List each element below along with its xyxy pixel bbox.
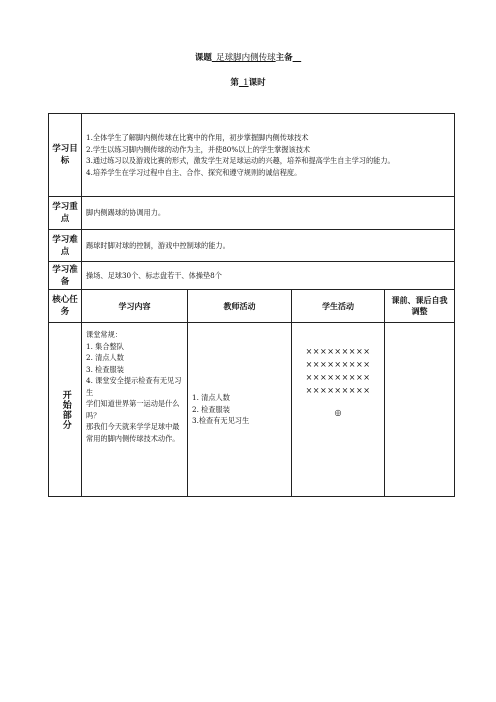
formation-row: ×××××××××: [305, 360, 371, 369]
difficulty-row: [49, 230, 455, 262]
start-section-row: [49, 323, 455, 497]
content-line: 1. 集合整队: [86, 341, 124, 351]
preparation-text: 操场、足球30个、标志盘若干、体操垫8个: [82, 262, 455, 290]
teacher-position-icon: ◎: [334, 408, 342, 417]
lesson-title: [0, 51, 496, 63]
col-student: 学生活动: [292, 290, 385, 323]
title-topic: _足球脚内侧传球: [211, 53, 276, 63]
lesson-period: [0, 76, 496, 88]
title-label: 课题: [194, 53, 212, 63]
content-line: 2. 清点人数: [86, 353, 124, 362]
objectives-label: 学习目标: [49, 114, 82, 197]
content-line: 课堂常规：: [86, 330, 122, 339]
start-adjust-cell: [385, 323, 455, 497]
objectives-row: [49, 114, 455, 197]
start-student-cell: [292, 323, 385, 497]
content-line: 3. 检查服装: [86, 364, 124, 374]
objectives-cell: [82, 114, 455, 197]
teacher-line: 3.检查有无见习生: [192, 416, 250, 426]
teacher-line: 2. 检查服装: [192, 404, 230, 414]
objective-item: 4.培养学生在学习过程中自主、合作、探究和遵守规则的诚信程度。: [86, 167, 302, 177]
key-points-label: 学习重点: [49, 197, 82, 230]
key-points-row: [49, 197, 455, 230]
preparation-row: [49, 262, 455, 290]
student-formation: [295, 345, 381, 397]
formation-row: ×××××××××: [305, 386, 371, 395]
column-header-row: [49, 290, 455, 323]
start-section-label: 开始部分: [60, 389, 71, 430]
formation-row: ×××××××××: [305, 347, 371, 356]
col-teacher: 教师活动: [188, 290, 292, 323]
objective-item: 1.全体学生了解脚内侧传球在比赛中的作用，初步掌握脚内侧传球技术: [86, 133, 309, 142]
key-points-text: 脚内侧踢球的协调用力。: [82, 197, 455, 230]
period-suffix: 课时: [248, 78, 266, 88]
difficulty-label: 学习难点: [49, 230, 82, 262]
formation-row: ×××××××××: [305, 373, 371, 382]
content-line: 4. 课堂安全提示检查有无见习生: [86, 376, 182, 397]
title-suffix-blank: __: [292, 53, 302, 63]
start-section-label-cell: [49, 323, 82, 497]
period-number: _1: [238, 78, 249, 88]
period-prefix: 第: [230, 78, 239, 88]
title-suffix-label: 主备: [275, 53, 293, 63]
preparation-label: 学习准备: [49, 262, 82, 290]
lesson-plan-table: [48, 113, 455, 497]
teacher-line: 1. 清点人数: [192, 393, 230, 403]
col-adjust: 课前、课后自我调整: [385, 290, 455, 323]
difficulty-text: 踢球时脚对球的控制，游戏中控制球的能力。: [82, 230, 455, 262]
objective-item: 3.通过练习以及游戏比赛的形式，激发学生对足球运动的兴趣，培养和提高学生自主学习的能力。: [86, 156, 395, 165]
start-content-cell: [82, 323, 188, 497]
col-core-task: 核心任务: [49, 290, 82, 323]
objective-item: 2.学生以练习脚内侧传球的动作为主，并使80%以上的学生掌握该技术: [86, 144, 311, 154]
col-content: 学习内容: [82, 290, 188, 323]
content-line: 那我们今天就来学学足球中最常用的脚内侧传球技术动作。: [86, 422, 180, 443]
start-teacher-cell: [188, 323, 292, 497]
content-line: 学们知道世界第一运动是什么吗？: [86, 399, 180, 420]
